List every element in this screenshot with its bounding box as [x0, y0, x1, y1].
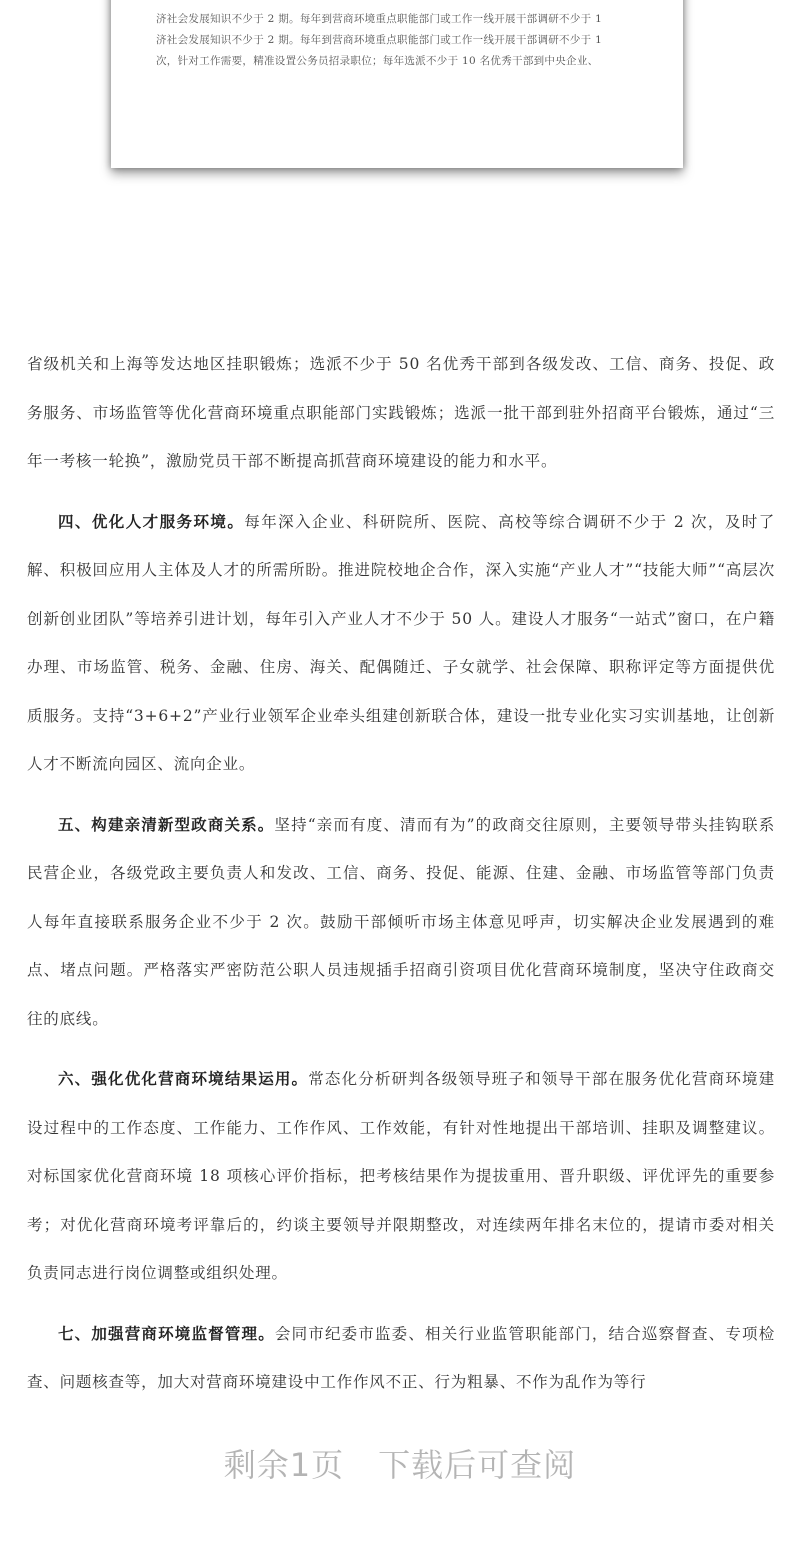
paragraph-text: 会同市纪委市监委、相关行业监管职能部门，结合巡察督查、专项检查、问题核查等，加大对营商环境建设中工作作风不正、行为粗暴、不作为乱作为等行: [27, 1324, 775, 1391]
remaining-pages-banner[interactable]: [0, 1440, 800, 1486]
paragraph: [27, 340, 775, 486]
paragraph-text: 省级机关和上海等发达地区挂职锻炼；选派不少于 50 名优秀干部到各级发改、工信、商务、投促、政务服务、市场监管等优化营商环境重点职能部门实践锻炼；选派一批干部到驻外招商平台锻炼，通过“三年一考核一轮换”，激励党员干部不断提高抓营商环境建设的能力和水平。: [27, 355, 775, 470]
preview-line: 济社会发展知识不少于 2 期。每年到营商环境重点职能部门或工作一线开展干部调研不少于 1: [156, 34, 603, 46]
page-preview-card: [111, 0, 683, 168]
download-hint-text: 下载后可查阅: [378, 1446, 577, 1484]
section-heading: 四、优化人才服务环境。: [58, 511, 245, 531]
document-body: [27, 340, 775, 1407]
paragraph: [27, 498, 775, 789]
paragraph: [27, 801, 775, 1044]
paragraph-text: 常态化分析研判各级领导班子和领导干部在服务优化营商环境建设过程中的工作态度、工作能力、工作作风、工作效能，有针对性地提出干部培训、挂职及调整建议。对标国家优化营商环境 18 项核心评价指标，把考核结果作为提拔重用、晋升职级、评优评先的重要参考；对优化营商环境考评靠后的，约谈主要领导并限期整改，对连续两年排名末位的，提请市委对相关负责同志进行岗位调整或组织处理。: [27, 1070, 775, 1282]
paragraph: [27, 1055, 775, 1298]
remaining-pages-text: 剩余1页: [223, 1446, 345, 1484]
preview-line: 次，针对工作需要，精准设置公务员招录职位；每年选派不少于 10 名优秀干部到中央企业、: [156, 55, 599, 67]
section-heading: 五、构建亲清新型政商关系。: [58, 814, 275, 834]
section-heading: 七、加强营商环境监督管理。: [58, 1323, 275, 1343]
paragraph: [27, 1310, 775, 1407]
section-heading: 六、强化优化营商环境结果运用。: [58, 1069, 309, 1088]
preview-line: 济社会发展知识不少于 2 期。每年到营商环境重点职能部门或工作一线开展干部调研不少于 1: [156, 13, 603, 25]
paragraph-text: 坚持“亲而有度、清而有为”的政商交往原则，主要领导带头挂钩联系民营企业，各级党政主要负责人和发改、工信、商务、投促、能源、住建、金融、市场监管等部门负责人每年直接联系服务企业不少于 2 次。鼓励干部倾听市场主体意见呼声，切实解决企业发展遇到的难点、堵点问题。严格落实严密防范公职人员违规插手招商引资项目优化营商环境制度，坚决守住政商交往的底线。: [27, 815, 775, 1028]
paragraph-text: 每年深入企业、科研院所、医院、高校等综合调研不少于 2 次，及时了解、积极回应用人主体及人才的所需所盼。推进院校地企合作，深入实施“产业人才”“技能大师”“高层次创新创业团队”等培养引进计划，每年引入产业人才不少于 50 人。建设人才服务“一站式”窗口，在户籍办理、市场监管、税务、金融、住房、海关、配偶随迁、子女就学、社会保障、职称评定等方面提供优质服务。支持“3+6+2”产业行业领军企业牵头组建创新联合体，建设一批专业化实习实训基地，让创新人才不断流向园区、流向企业。: [27, 512, 775, 773]
